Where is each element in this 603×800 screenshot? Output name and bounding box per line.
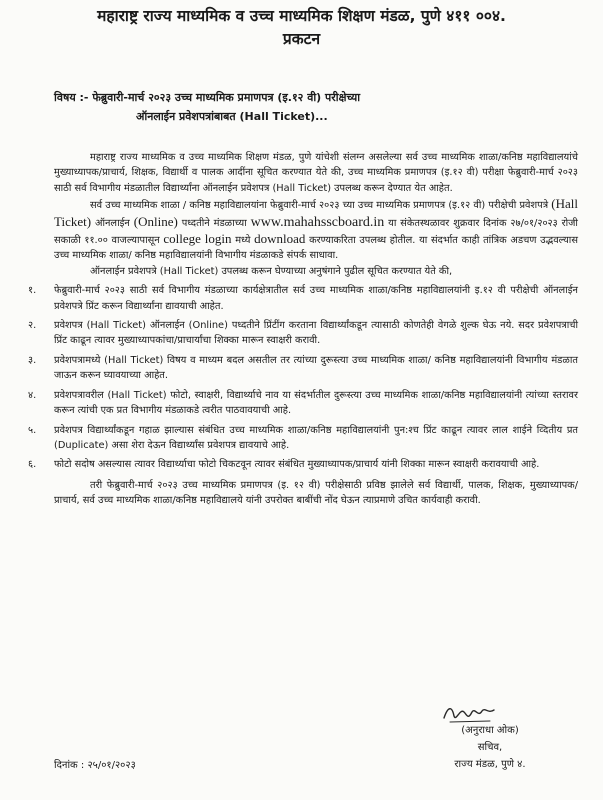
item-number: २. [28, 320, 37, 332]
para2-college-login: college login [163, 231, 232, 247]
availability-paragraph [54, 196, 578, 264]
instruction-item [28, 457, 578, 472]
instructions-list [28, 283, 578, 472]
item-number: ६. [28, 459, 37, 471]
signatory-name: (अनुराधा ओक) [461, 725, 519, 736]
notice-body [28, 150, 578, 509]
signatory-designation: सचिव, [477, 742, 503, 753]
item-text: फोटो सदोष असल्यास त्यावर विद्यार्थ्याचा फोटो चिकटवून त्यावर संबंधित मुख्याध्यापक/प्राचार्य यांनी शिक्का मारून स्वाक्षरी करावयाची आहे. [54, 459, 540, 471]
para2-text-a: सर्व उच्च माध्यमिक शाळा / कनिष्ठ महाविद्यालयांना फेब्रुवारी-मार्च २०२३ च्या उच्च माध्यमिक प्रमाणपत्र (इ.१२ वी) परीक्षेची प्रवेशपत्रे [90, 200, 549, 212]
instruction-item [28, 353, 578, 384]
instruction-item [28, 423, 578, 454]
para2-text-d: या संकेतस्थळावर शुक्रवार दिनांक २७/०१/२०२३ रोजी सकाळी ११.०० वाजल्यापासून [54, 217, 578, 247]
para2-text-e: मध्ये [235, 235, 251, 247]
item-number: ५. [28, 424, 37, 436]
item-number: ३. [28, 354, 37, 366]
para2-download: download [254, 231, 306, 247]
closing-paragraph: तरी फेब्रुवारी-मार्च २०२३ उच्च माध्यमिक प्रमाणपत्र (इ. १२ वी) परीक्षेसाठी प्रविष्ठ झालेले सर्व विद्यार्थी, पालक, शिक्षक, मुख्याध्यापक/प्राचार्य, सर्व उच्च माध्यमिक शाळा/कनिष्ठ महाविद्यालये यांनी उपरोक्त बाबींची नोंद घेऊन त्याप्रमाणे उचित कार्यवाही करावी. [54, 479, 578, 507]
subject-line-2: ऑनलाईन प्रवेशपत्रांबाबत (Hall Ticket)... [136, 110, 328, 123]
para2-text-b: ऑनलाईन [94, 217, 130, 229]
item-text: प्रवेशपत्र (Hall Ticket) ऑनलाईन (Online) पध्दतीने प्रिंटींग करताना विद्यार्थ्यांकडून त्यासाठी कोणतेही वेगळे शुल्क घेऊ नये. सदर प्रवेशपत्राची प्रिंट काढून त्यावर मुख्याध्यापकांचा/प्राचार्यांचा शिक्का मारून स्वाक्षरी करावी. [54, 320, 578, 347]
para2-text-c: पध्दतीने मंडळाच्या [181, 217, 247, 229]
instruction-item [28, 283, 578, 314]
signatory-office: राज्य मंडळ, पुणे ४. [454, 759, 526, 770]
item-number: ४. [28, 389, 37, 401]
item-text: फेब्रुवारी-मार्च २०२३ साठी सर्व विभागीय मंडळाच्या कार्यक्षेत्रातील सर्व उच्च माध्यमिक शाळा/कनिष्ठ महाविद्यालयांनी इ.१२ वी परीक्षेची ऑनलाईन प्रवेशपत्रे प्रिंट करून विद्यार्थ्यांना द्यावयाची आहेत. [54, 285, 578, 312]
para2-hall-ticket: (Hall Ticket) [54, 196, 578, 229]
signatory-block [415, 722, 565, 773]
instruction-item [28, 318, 578, 349]
item-text: प्रवेशपत्रामध्ये (Hall Ticket) विषय व माध्यम बदल असतील तर त्यांच्या दुरूस्त्या उच्च माध्यमिक शाळा/ कनिष्ठ महाविद्यालयांनी विभागीय मंडळात जाऊन करून घ्यावयाच्या आहेत. [54, 354, 578, 382]
para2-online: (Online) [133, 213, 178, 229]
issue-date: दिनांक : २५/०१/२०२३ [54, 760, 136, 771]
instruction-item [28, 388, 578, 419]
subject-block [54, 88, 574, 126]
para2-text-f: करण्याकरिता उपलब्ध होतील. या संदर्भात काही तांत्रिक अडचण उद्भवल्यास उच्च माध्यमिक शाळा/ कनिष्ठ महाविद्यालयांनी विभागीय मंडळाकडे संपर्क साधावा. [54, 235, 578, 262]
item-text: प्रवेशपत्र विद्यार्थ्यांकडून गहाळ झाल्यास संबंधित उच्च माध्यमिक शाळा/कनिष्ठ महाविद्यालयांनी पुन:श्च प्रिंट काढून त्यावर लाल शाईने व्दितीय प्रत (Duplicate) असा शेरा देऊन विद्यार्थ्यांस प्रवेशपत्र द्यावयाचे आहे. [54, 424, 578, 451]
board-title: महाराष्ट्र राज्य माध्यमिक व उच्च माध्यमिक शिक्षण मंडळ, पुणे ४११ ००४. [97, 7, 506, 25]
notice-heading: प्रकटन [282, 30, 321, 48]
item-number: १. [28, 285, 37, 297]
item-text: प्रवेशपत्रावरील (Hall Ticket) फोटो, स्वाक्षरी, विद्यार्थ्याचे नाव या संदर्भातील दुरूस्त्या उच्च माध्यमिक शाळा/कनिष्ठ महाविद्यालयांनी त्यांच्या स्तरावर करून त्यांची एक प्रत विभागीय मंडळाकडे त्वरीत पाठवावयाची आहे. [54, 389, 578, 417]
subject-line-1: विषय :- फेब्रुवारी-मार्च २०२३ उच्च माध्यमिक प्रमाणपत्र (इ.१२ वी) परीक्षेच्या [54, 91, 361, 104]
instructions-intro: ऑनलाईन प्रवेशपत्रे (Hall Ticket) उपलब्ध करून घेण्याच्या अनुषंगाने पुढील सूचित करण्यात येते की, [90, 265, 453, 277]
board-website-link[interactable]: www.mahahsscboard.in [250, 214, 385, 230]
intro-paragraph: महाराष्ट्र राज्य माध्यमिक व उच्च माध्यमिक शिक्षण मंडळ, पुणे यांचेशी संलग्न असलेल्या सर्व उच्च माध्यमिक शाळा/कनिष्ठ महाविद्यालयांचे मुख्याध्यापक/प्राचार्य, शिक्षक, विद्यार्थी व पालक आदींना सूचित करण्यात येते की, उच्च माध्यमिक प्रमाणपत्र (इ.१२ वी) परीक्षा फेब्रुवारी-मार्च २०२३ साठी सर्व विभागीय मंडळातील विद्यार्थ्यांना ऑनलाईन प्रवेशपत्र (Hall Ticket) उपलब्ध करून देण्यात येत आहेत. [54, 152, 578, 194]
